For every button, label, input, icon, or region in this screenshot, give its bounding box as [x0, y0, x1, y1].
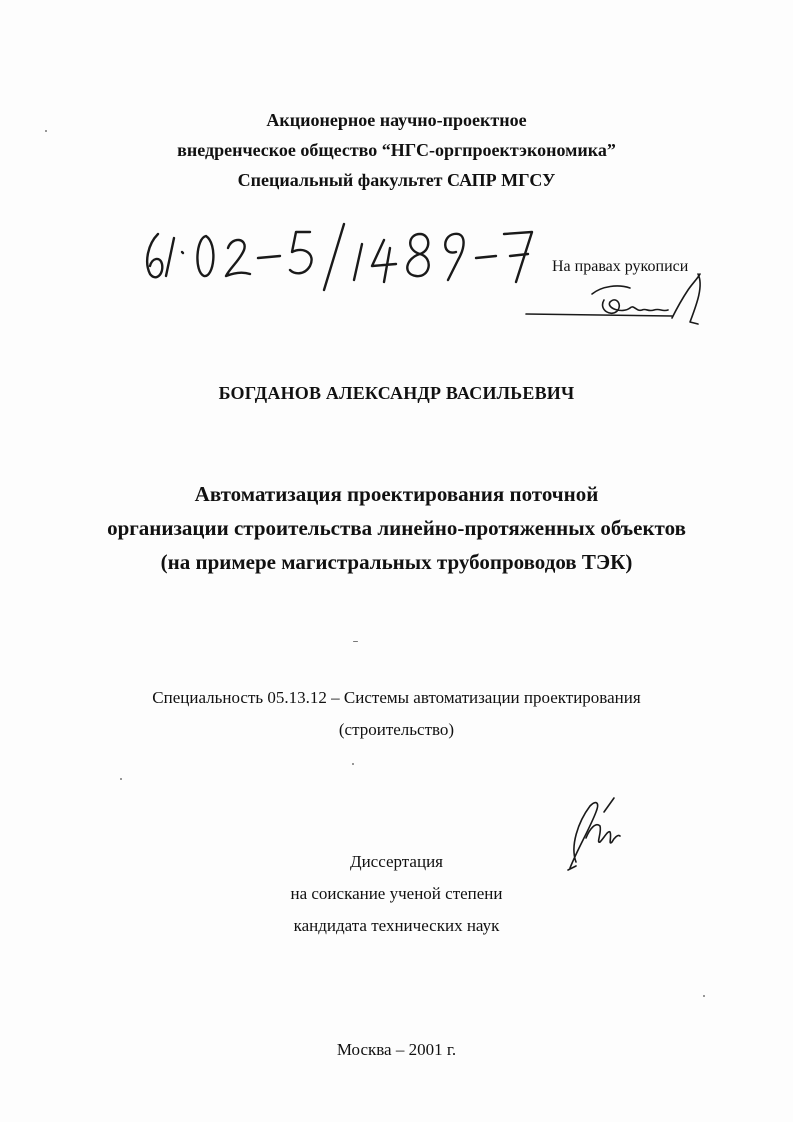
- place-year: Москва – 2001 г.: [336, 1040, 457, 1059]
- title-line-3: (на примере магистральных трубопроводов ТЭК): [160, 550, 633, 574]
- rights-note: На правах рукописи: [552, 258, 689, 275]
- org-line-3: Специальный факультет САПР МГСУ: [237, 170, 556, 190]
- scan-speck: [352, 763, 354, 765]
- title-line-1: Автоматизация проектирования поточной: [194, 482, 599, 506]
- degree-block: [0, 846, 793, 942]
- organization-header: [0, 105, 793, 195]
- dissertation-title: [0, 477, 793, 579]
- org-line-2: внедренческое общество “НГС-оргпроектэкономика”: [177, 140, 616, 160]
- degree-line-2: на соискание ученой степени: [290, 884, 503, 903]
- degree-line-1: Диссертация: [349, 852, 443, 871]
- speciality-block: [0, 682, 793, 746]
- scan-speck: [120, 778, 122, 780]
- author-name: БОГДАНОВ АЛЕКСАНДР ВАСИЛЬЕВИЧ: [218, 383, 575, 403]
- degree-line-3: кандидата технических наук: [293, 916, 500, 935]
- signature-1: [522, 266, 712, 336]
- title-line-2: организации строительства линейно-протяженных объектов: [107, 516, 686, 540]
- handwritten-archive-number: [140, 222, 560, 292]
- scan-speck: [353, 641, 358, 642]
- speciality-line-2: (строительство): [338, 720, 455, 739]
- scan-speck: [45, 130, 47, 132]
- org-line-1: Акционерное научно-проектное: [266, 110, 527, 130]
- speciality-line-1: Специальность 05.13.12 – Системы автоматизации проектирования: [152, 688, 641, 707]
- scan-speck: [703, 995, 705, 997]
